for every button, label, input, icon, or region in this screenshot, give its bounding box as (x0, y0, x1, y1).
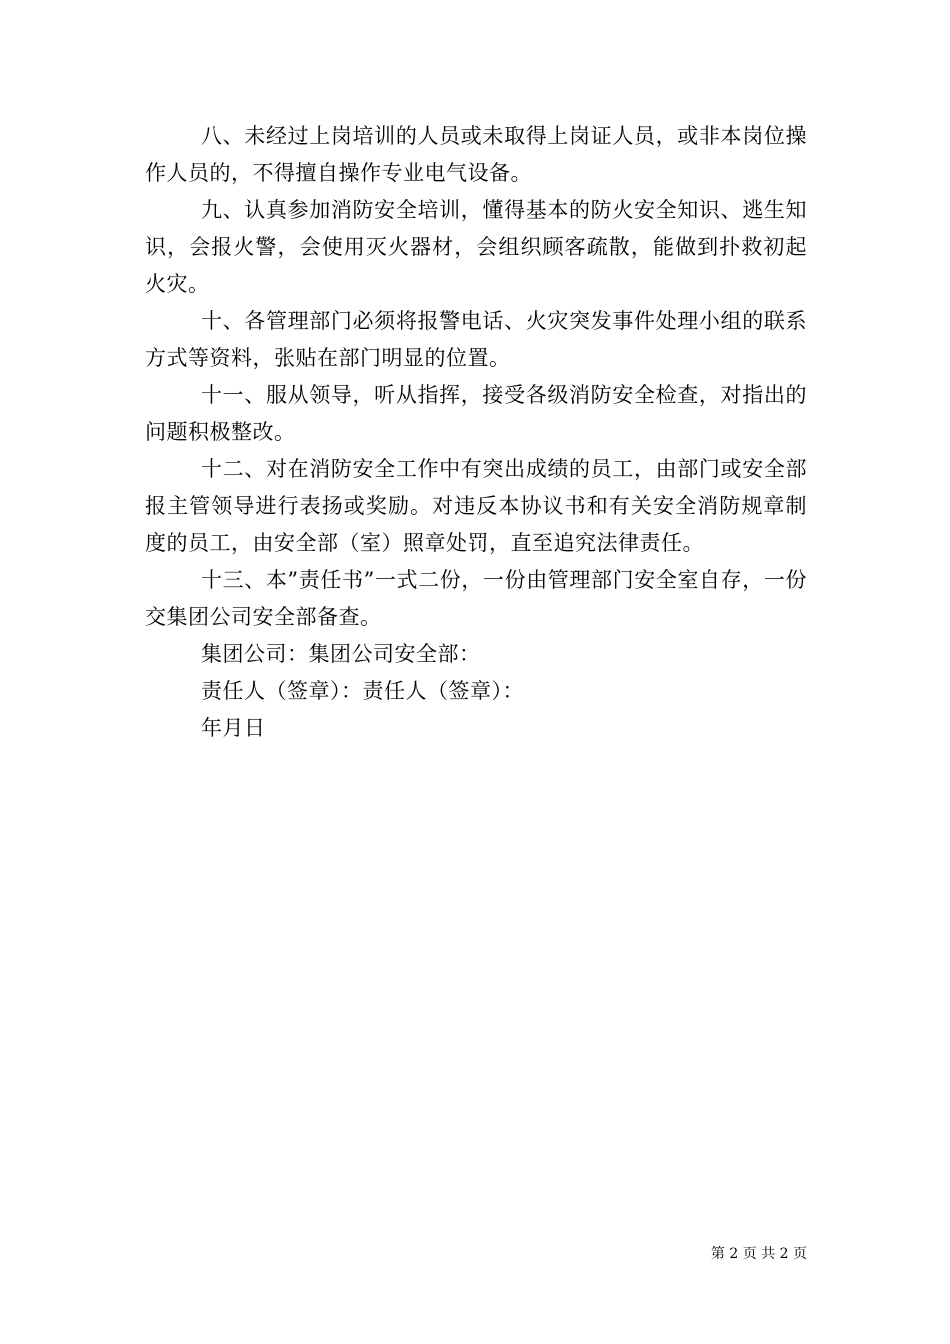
clause-12: 十二、对在消防安全工作中有突出成绩的员工，由部门或安全部报主管领导进行表扬或奖励。对违反本协议书和有关安全消防规章制度的员工，由安全部（室）照章处罚，直至追究法律责任。 (145, 457, 807, 555)
document-body (145, 118, 807, 747)
clause-10: 十、各管理部门必须将报警电话、火灾突发事件处理小组的联系方式等资料，张贴在部门明显的位置。 (145, 309, 807, 370)
clause-13: 十三、本”责任书”一式二份，一份由管理部门安全室自存，一份交集团公司安全部备查。 (145, 568, 807, 629)
clause-11: 十一、服从领导，听从指挥，接受各级消防安全检查，对指出的问题积极整改。 (145, 383, 807, 444)
signature-responsible: 责任人（签章）：责任人（签章）： (201, 679, 524, 703)
signature-parties: 集团公司：集团公司安全部： (201, 642, 481, 666)
clause-9: 九、认真参加消防安全培训，懂得基本的防火安全知识、逃生知识，会报火警，会使用灭火器材，会组织顾客疏散，能做到扑救初起火灾。 (145, 198, 807, 296)
page-number: 第 2 页 共 2 页 (710, 1246, 807, 1262)
clause-8: 八、未经过上岗培训的人员或未取得上岗证人员，或非本岗位操作人员的，不得擅自操作专业电气设备。 (145, 124, 807, 185)
signature-date: 年月日 (201, 716, 266, 740)
